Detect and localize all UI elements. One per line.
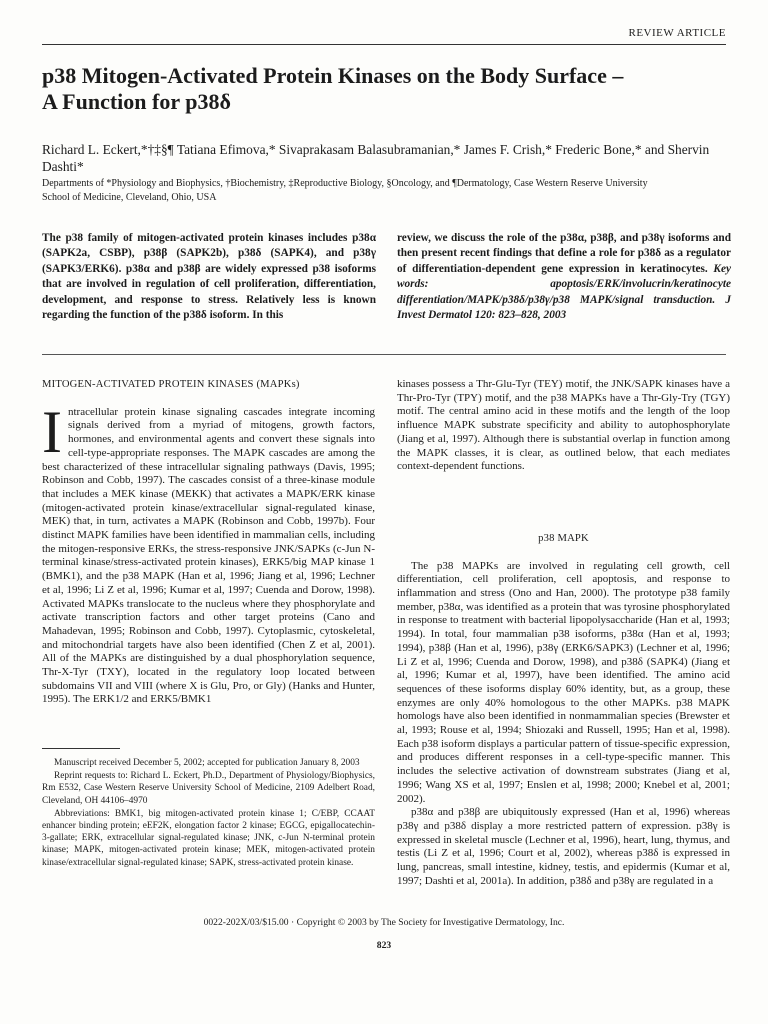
footnote-reprints: Reprint requests to: Richard L. Eckert, Ph.D., Department of Physiology/Biophysics, Rm E532, Case Western Reserve University School of Medicine, 2109 Adelbert Road, Cleveland, OH 44106–4970 bbox=[42, 771, 375, 806]
p38-paragraph-1: The p38 MAPKs are involved in regulating cell growth, cell differentiation, cell proliferation, cell apoptosis, and response to inflammation and stress (Ono and Han, 2000). The prototype p38 family member, p38α, was identified as a protein that was tyrosine phosphorylated in response to treatment with bacterial lipopolysaccharide (Han et al, 1993; 1994). In total, four mammalian p38 isoforms, p38α (Han et al, 1993; 1994), p38β (Han et al, 1996), p38γ (ERK6/SAPK3) (Lechner et al, 1996; Li Z et al, 1996; Cuenda and Dorow, 1998), and p38δ (SAPK4) (Jiang et al, 1996; Kumar et al, 1997), have been identified. The amino acid sequences of these isoforms display 60% identity, but, as a group, these enzymes are only 40% homologous to the other MAPKs. p38 MAPK homologs have also been identified in nonmammalian species (Brewster et al, 1993; Rouse et al, 1994; Shiozaki and Russell, 1995; Han et al, 1998). Each p38 isoform displays a particular pattern of tissue-specific expression, and produces different responses in a cell-type-specific manner. This includes the selective activation of downstream substrates (Jiang et al, 1996; Wang XS et al, 1997; Enslen et al, 1998; 2000; Knebel et al, 2001; 2002). bbox=[397, 559, 730, 805]
motif-paragraph: kinases possess a Thr-Glu-Tyr (TEY) motif, the JNK/SAPK kinases have a Thr-Pro-Tyr (TPY) motif, and the p38 MAPKs have a Thr-Gly-Try (TGY) motif. The central amino acid in these motifs and the length of the loop influence MAPK substrate specificity and ability to autophosphorylate (Jiang et al, 1997). Although there is substantial overlap in function among the MAPK classes, it is clear, as outlined below, that each mediates context-dependent functions. bbox=[397, 378, 730, 473]
article-title bbox=[42, 63, 732, 115]
drop-cap: I bbox=[42, 398, 62, 465]
body-column-left bbox=[42, 378, 375, 707]
section-heading-p38: p38 MAPK bbox=[538, 532, 589, 544]
affiliation-line-1: Departments of *Physiology and Biophysics, †Biochemistry, ‡Reproductive Biology, §Oncology, and ¶Dermatology, Case Western Reserve University bbox=[42, 178, 648, 189]
article-type-label: REVIEW ARTICLE bbox=[628, 27, 726, 39]
header-divider bbox=[42, 44, 726, 45]
section-heading-mapks: MITOGEN-ACTIVATED PROTEIN KINASES (MAPKs) bbox=[42, 379, 300, 390]
footnote-divider bbox=[42, 748, 120, 749]
footnote-abbreviations: Abbreviations: BMK1, big mitogen-activated protein kinase 1; C/EBP, CCAAT enhancer binding protein; eEF2K, elongation factor 2 kinase; EGCG, epigallocatechin-3-gallate; ERK, extracellular signal-regulated kinase; JNK, c-Jun N-terminal protein kinase; MAPK, mitogen-activated protein kinase; MEK, mitogen-activated protein kinase/extracellular signal-regulated kinase; SAPK, stress-activated protein kinase. bbox=[42, 808, 375, 868]
abstract-right-text: review, we discuss the role of the p38α, p38β, and p38γ isoforms and then present recent findings that define a role for p38δ as a regulator of differentiation-dependent gene expression in keratinocytes. bbox=[397, 232, 731, 275]
abstract-right bbox=[397, 231, 731, 323]
abstract-divider bbox=[42, 354, 726, 355]
body-column-right bbox=[397, 378, 730, 889]
copyright-footer: 0022-202X/03/$15.00 · Copyright © 2003 by The Society for Investigative Dermatology, Inc. bbox=[203, 917, 565, 928]
author-list: Richard L. Eckert,*†‡§¶ Tatiana Efimova,* Sivaprakasam Balasubramanian,* James F. Crish,* Frederic Bone,* and Shervin Dashti* bbox=[42, 142, 710, 174]
title-line-1: p38 Mitogen-Activated Protein Kinases on the Body Surface – bbox=[42, 63, 624, 88]
title-line-2: A Function for p38δ bbox=[42, 89, 231, 114]
footnotes bbox=[42, 757, 375, 870]
abstract-left: The p38 family of mitogen-activated protein kinases includes p38α (SAPK2a, CSBP), p38β (SAPK2b), p38δ (SAPK4), and p38γ (SAPK3/ERK6). p38α and p38β are widely expressed p38 isoforms that are involved in regulation of cell proliferation, differentiation, development, and response to stress. Relatively less is known regarding the function of the p38δ isoform. In this bbox=[42, 232, 376, 322]
keywords-citation: Key words: apoptosis/ERK/involucrin/keratinocyte differentiation/MAPK/p38δ/p38γ/p38 MAPK/signal transduction. J Invest Dermatol 120: 823–828, 2003 bbox=[397, 262, 731, 322]
affiliations bbox=[42, 177, 732, 205]
intro-paragraph bbox=[42, 398, 375, 707]
affiliation-line-2: School of Medicine, Cleveland, Ohio, USA bbox=[42, 192, 217, 203]
page-number: 823 bbox=[376, 940, 392, 951]
intro-text: ntracellular protein kinase signaling cascades integrate incoming signals derived from a myriad of mitogens, growth factors, hormones, and environmental agents and convert these signals into cell-type-appropriate responses. The MAPK cascades are among the best characterized of these intracellular signaling pathways (Davis, 1995; Robinson and Cobb, 1997). The cascades consist of a three-kinase module that includes a MEK kinase (MEKK) that activates a MAPK/ERK kinase (mitogen-activated protein kinase/extracellular signal-regulated kinase, MEK) that, in turn, activates a MAPK (Robinson and Cobb, 1997b). Four distinct MAPK families have been identified in mammalian cells, including the mitogen-responsive ERKs, the stress-responsive JNK/SAPKs (c-Jun N-terminal kinase/stress-activated protein kinases), ERK5/big MAP kinase 1 (BMK1), and the p38 MAPK (Han et al, 1996; Jiang et al, 1996; Lechner et al, 1996; Li Z et al, 1996; Kumar et al, 1997; Cuenda and Dorow, 1998). Activated MAPKs translocate to the nucleus where they phosphorylate and activate transcription factors and other target proteins (Cano and Mahadevan, 1995; Robinson and Cobb, 1997). Cytoplasmic, cytoskeletal, and mitochondrial targets have also been identified (Chen Z et al, 2001). All of the MAPKs are distinguished by a dual phosphorylation sequence, Thr-X-Tyr (TXY), located in the regulatory loop located between subdomains VII and VIII (where X is Glu, Pro, or Gly) (Hanks and Hunter, 1995). The ERK1/2 and ERK5/BMK1 bbox=[42, 405, 375, 706]
p38-paragraph-2: p38α and p38β are ubiquitously expressed (Han et al, 1996) whereas p38γ and p38δ display a more restricted pattern of expression. p38γ is expressed in skeletal muscle (Lechner et al, 1996), heart, lung, thymus, and testis (Li Z et al, 1996; Court et al, 2002), whereas p38δ is expressed in lung, pancreas, small intestine, kidney, testis, and epidermis (Kumar et al, 1997; Dashti et al, 2001a). In addition, p38δ and p38γ are regulated in a bbox=[397, 806, 730, 887]
footnote-received: Manuscript received December 5, 2002; accepted for publication January 8, 2003 bbox=[54, 758, 360, 768]
